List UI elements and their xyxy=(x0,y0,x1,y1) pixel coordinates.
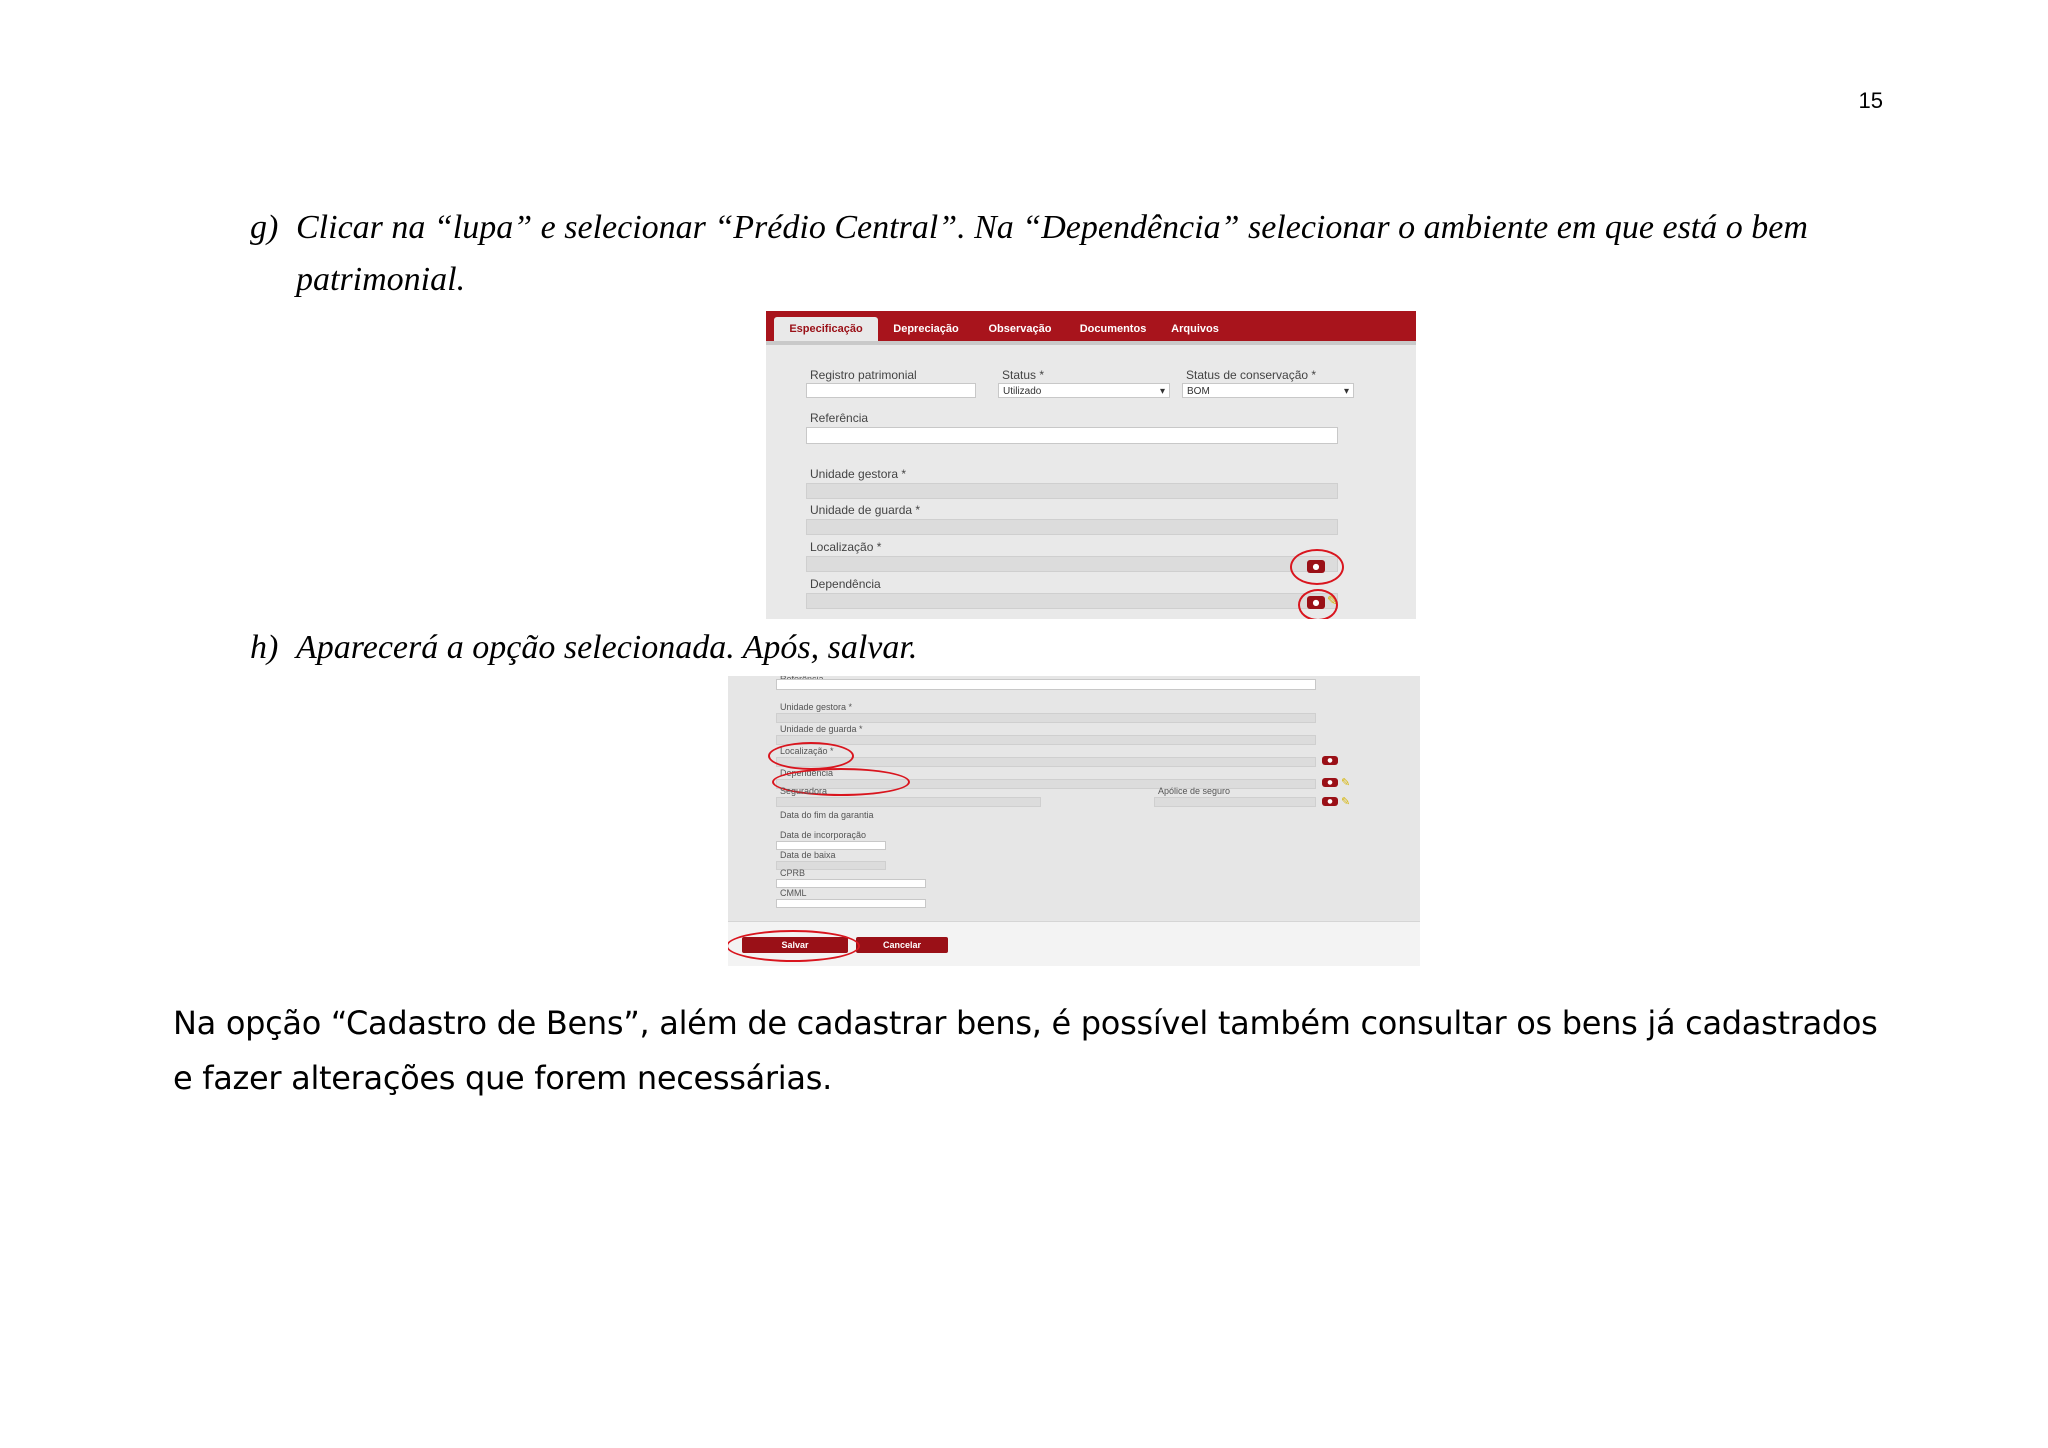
search-icon[interactable]: ● xyxy=(1322,797,1338,806)
unidade-guarda-field xyxy=(806,519,1338,535)
conservacao-select[interactable]: BOM ▾ xyxy=(1182,383,1354,398)
cmml-label: CMML xyxy=(780,888,807,898)
screenshot-save-form xyxy=(728,676,1420,966)
tab-documentos[interactable]: Documentos xyxy=(1079,323,1147,335)
apolice-field xyxy=(1154,797,1316,807)
screenshot-location-form xyxy=(766,311,1416,619)
step-g-marker: g) xyxy=(250,209,279,246)
annotation-circle xyxy=(1298,589,1338,619)
cmml-input[interactable] xyxy=(776,899,926,908)
conservacao-label: Status de conservação * xyxy=(1186,368,1317,382)
cprb-label: CPRB xyxy=(780,868,806,878)
tab-bar xyxy=(766,311,1416,345)
pencil-icon[interactable]: ✎ xyxy=(1341,776,1351,789)
tab-observacao[interactable]: Observação xyxy=(988,323,1052,335)
search-icon[interactable]: ● xyxy=(1307,596,1325,609)
referencia-label: Referência xyxy=(810,411,869,425)
data-fim-garantia-label: Data do fim da garantia xyxy=(780,810,874,820)
unidade-gestora-label: Unidade gestora * xyxy=(810,467,907,481)
step-h-text: Aparecerá a opção selecionada. Após, salvar. xyxy=(296,629,918,666)
page-number: 15 xyxy=(1858,88,1883,113)
search-icon[interactable]: ● xyxy=(1322,756,1338,765)
pencil-icon[interactable]: ✎ xyxy=(1327,594,1338,609)
step-g xyxy=(250,202,1890,306)
data-baixa-label: Data de baixa xyxy=(780,850,836,860)
localizacao-field xyxy=(806,556,1338,572)
annotation-circle xyxy=(768,742,854,770)
apolice-label: Apólice de seguro xyxy=(1158,786,1231,796)
tab-especificacao[interactable]: Especificação xyxy=(774,317,878,341)
step-g-line2: patrimonial. xyxy=(296,261,466,298)
registro-input[interactable] xyxy=(806,383,976,398)
annotation-circle xyxy=(1290,549,1344,585)
localizacao-label: Localização * xyxy=(780,746,834,756)
localizacao-field xyxy=(776,757,1316,767)
pencil-icon[interactable]: ✎ xyxy=(1341,795,1351,808)
status-label: Status * xyxy=(1002,368,1045,382)
dependencia-label: Dependência xyxy=(780,768,834,778)
body-paragraph xyxy=(173,996,1893,1106)
search-icon[interactable]: ● xyxy=(1307,560,1325,573)
localizacao-label: Localização * xyxy=(810,540,882,554)
paragraph-line1: Na opção “Cadastro de Bens”, além de cadastrar bens, é possível também consultar os bens já cadastrados xyxy=(173,1004,1878,1042)
annotation-circle xyxy=(728,930,860,962)
tab-depreciacao[interactable]: Depreciação xyxy=(893,323,959,335)
unidade-guarda-label: Unidade de guarda * xyxy=(810,503,921,517)
search-icon[interactable]: ● xyxy=(1322,778,1338,787)
cancel-button[interactable]: Cancelar xyxy=(856,937,948,953)
unidade-gestora-label: Unidade gestora * xyxy=(780,702,853,712)
cprb-input[interactable] xyxy=(776,879,926,888)
dependencia-label: Dependência xyxy=(810,577,881,591)
unidade-gestora-field xyxy=(776,713,1316,723)
seguradora-label: Seguradora xyxy=(780,786,828,796)
referencia-input[interactable] xyxy=(806,427,1338,444)
seguradora-field xyxy=(776,797,1041,807)
status-select[interactable]: Utilizado ▾ xyxy=(998,383,1170,398)
data-incorporacao-label: Data de incorporação xyxy=(780,830,867,840)
paragraph-line2: e fazer alterações que forem necessárias. xyxy=(173,1059,832,1097)
unidade-guarda-field xyxy=(776,735,1316,745)
step-h xyxy=(250,622,1890,674)
registro-label: Registro patrimonial xyxy=(810,368,917,382)
data-incorporacao-input[interactable] xyxy=(776,841,886,850)
unidade-guarda-label: Unidade de guarda * xyxy=(780,724,863,734)
dependencia-field xyxy=(806,593,1338,609)
unidade-gestora-field xyxy=(806,483,1338,499)
tab-arquivos[interactable]: Arquivos xyxy=(1171,323,1219,335)
save-button[interactable]: Salvar xyxy=(742,937,848,953)
step-g-line1: Clicar na “lupa” e selecionar “Prédio Central”. Na “Dependência” selecionar o ambiente em que está o bem xyxy=(296,209,1808,246)
step-h-marker: h) xyxy=(250,629,279,666)
referencia-input[interactable] xyxy=(776,679,1316,690)
